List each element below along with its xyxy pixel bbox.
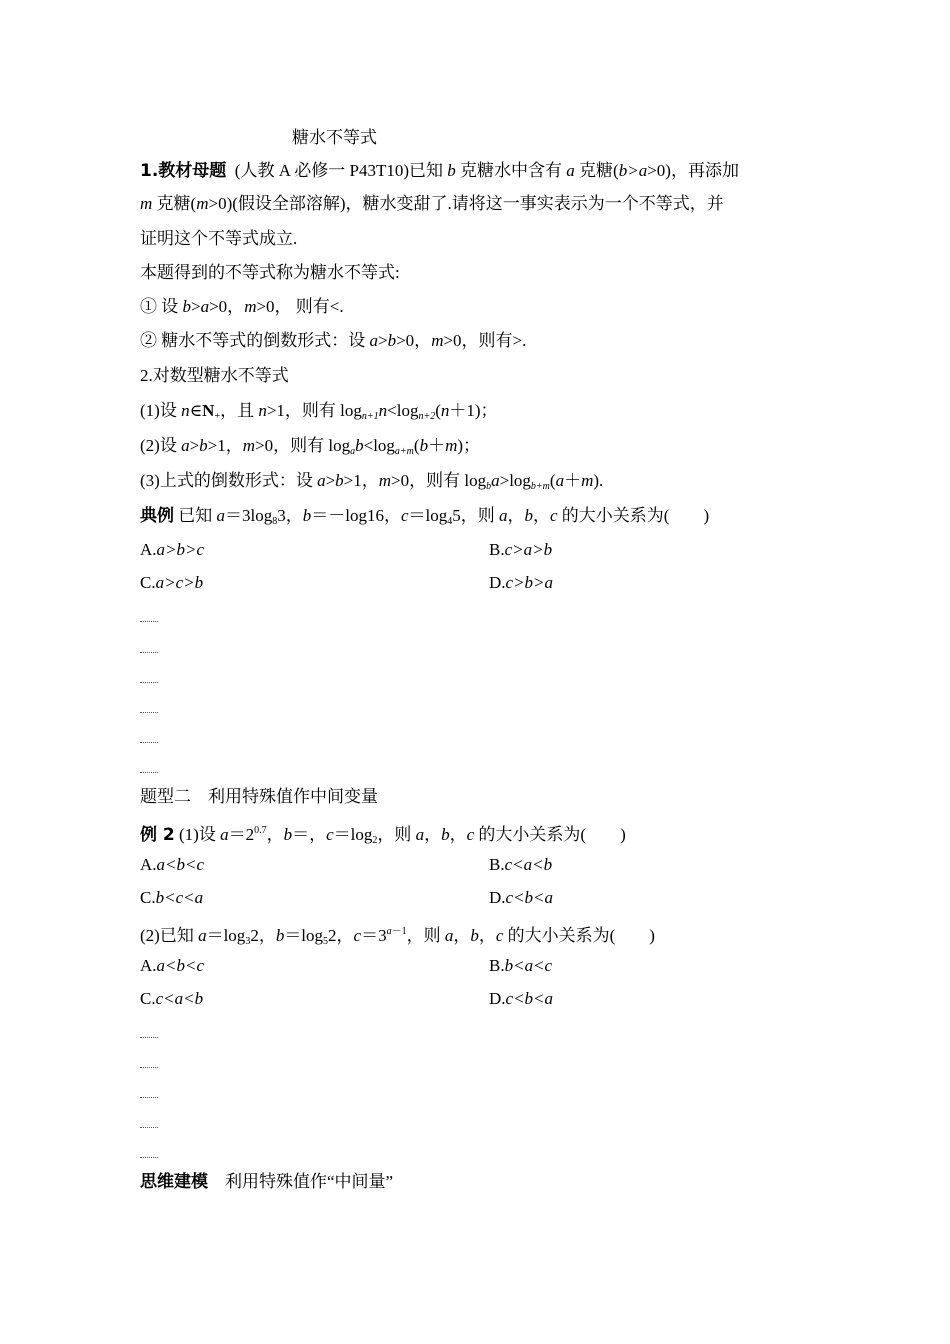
example-2-option-a: A.a<b<c — [140, 855, 205, 874]
log-section-heading: 2.对数型糖水不等式 — [140, 366, 289, 385]
inequality-1: ① 设 b>a>0，m>0， 则有<. — [140, 297, 344, 316]
answer-blank-line — [140, 1097, 158, 1098]
answer-blank-line — [140, 1157, 158, 1158]
example-2-option-c: C.b<c<a — [140, 888, 204, 907]
problem-1-line-1: 1.教材母题 (人教 A 必修一 P43T10)已知 b 克糖水中含有 a 克糖(b>a>0)，再添加 — [140, 161, 739, 181]
definition-intro: 本题得到的不等式称为糖水不等式: — [140, 263, 400, 282]
answer-blank-line — [140, 712, 158, 713]
example-2-part-2-option-a: A.a<b<c — [140, 956, 205, 975]
answer-blank-line — [140, 1127, 158, 1128]
answer-blank-line — [140, 1037, 158, 1038]
thinking-model-note: 思维建模 利用特殊值作“中间量” — [140, 1172, 394, 1192]
inequality-2: ② 糖水不等式的倒数形式：设 a>b>0，m>0，则有>. — [140, 331, 527, 350]
answer-blank-line — [140, 652, 158, 653]
answer-blank-line — [140, 742, 158, 743]
example-2-part-2-question: (2)已知 $a=\log_32$，$b=\log_52$，$c=3^{a-1}$，则 a，b，c 的大小关系为( ) — [140, 926, 655, 947]
example-1-option-c: C.a>c>b — [140, 573, 204, 592]
problem-1-line-3: 证明这个不等式成立. — [140, 229, 298, 248]
log-inequality-3: (3)上式的倒数形式：设 a>b>1，m>0，则有 $\log_ba>\log_{b+m}(a+m)$. — [140, 471, 604, 492]
section-heading-2: 题型二 利用特殊值作中间变量 — [140, 787, 378, 806]
answer-blank-line — [140, 1067, 158, 1068]
answer-blank-line — [140, 621, 158, 622]
answer-blank-line — [140, 772, 158, 773]
answer-blank-line — [140, 682, 158, 683]
example-2-question: 例 2 (1)设 $a=2^{0.7}$，b＝，$c=\log_2$，则 a，b，c 的大小关系为( ) — [140, 825, 626, 846]
example-2-option-b: B.c<a<b — [489, 855, 553, 874]
problem-1-line-2: m 克糖(m>0)(假设全部溶解)，糖水变甜了.请将这一事实表示为一个不等式，并 — [140, 194, 724, 213]
example-1-option-b: B.c>a>b — [489, 540, 553, 559]
example-2-part-2-option-b: B.b<a<c — [489, 956, 553, 975]
example-1-option-a: A.a>b>c — [140, 540, 205, 559]
log-inequality-2: (2)设 a>b>1，m>0，则有 $\log_ab<\log_{a+m}(b+m)$； — [140, 436, 481, 457]
page-title: 糖水不等式 — [292, 128, 377, 147]
example-2-option-d: D.c<b<a — [489, 888, 554, 907]
example-2-part-2-option-d: D.c<b<a — [489, 989, 554, 1008]
example-1-question: 典例 已知 $a=3\log_83$，b＝－log16，$c=\log_45$，则 a，b，c 的大小关系为( ) — [140, 506, 710, 527]
example-1-option-d: D.c>b>a — [489, 573, 554, 592]
example-2-part-2-option-c: C.c<a<b — [140, 989, 204, 1008]
log-inequality-1: (1)设 $n\in N_+$，且 n>1，则有 $\log_{n+1}n<\log_{n+2}(n+1)$； — [140, 401, 498, 422]
